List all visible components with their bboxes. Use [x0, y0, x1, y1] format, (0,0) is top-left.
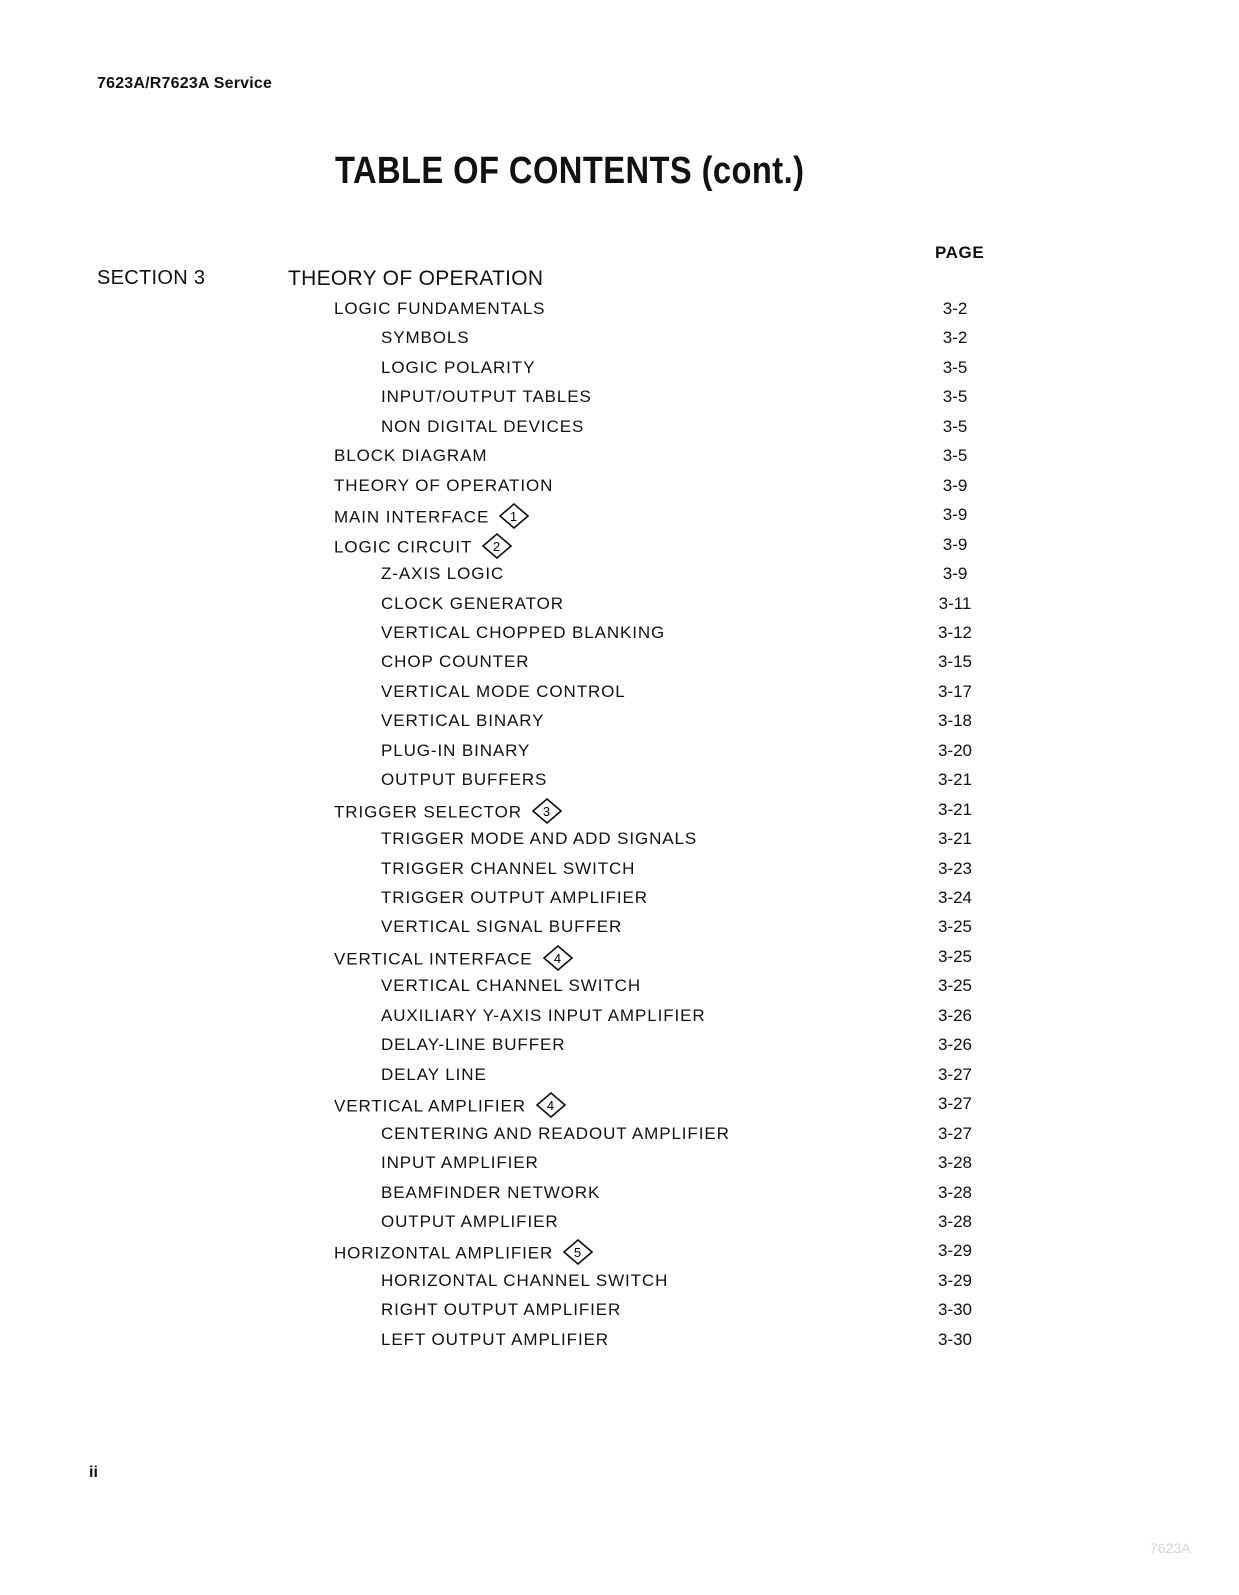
toc-entry[interactable] [0, 1183, 1239, 1209]
toc-entry[interactable] [0, 564, 1239, 590]
toc-entry-title [381, 387, 592, 407]
toc-entry[interactable] [0, 1035, 1239, 1061]
toc-entry[interactable] [0, 888, 1239, 914]
toc-entry-page: 3-5 [942, 446, 968, 465]
toc-entry-label: VERTICAL CHOPPED BLANKING [381, 623, 666, 642]
toc-entry[interactable] [0, 682, 1239, 708]
toc-entry-label: VERTICAL AMPLIFIER [334, 1096, 526, 1116]
toc-entry[interactable] [0, 1241, 1239, 1267]
toc-entry-label: VERTICAL BINARY [381, 711, 545, 730]
toc-entry[interactable] [0, 1300, 1239, 1326]
toc-entry[interactable] [0, 535, 1239, 561]
toc-entry-title [334, 476, 553, 496]
toc-entry-label: TRIGGER SELECTOR [334, 802, 522, 822]
toc-entry-title [381, 1153, 539, 1173]
toc-entry-page: 3-26 [937, 1006, 973, 1025]
toc-entry-title [334, 535, 512, 561]
toc-entry-title [381, 888, 648, 908]
toc-entry-title [381, 1183, 600, 1203]
toc-entry[interactable] [0, 917, 1239, 943]
toc-entry-title [381, 1124, 730, 1144]
toc-entry-title [334, 1094, 566, 1120]
toc-entry-page: 3-2 [942, 328, 968, 347]
toc-entry-title [334, 446, 487, 466]
toc-entry-title [381, 623, 665, 643]
toc-entry[interactable] [0, 505, 1239, 531]
toc-entry[interactable] [0, 1124, 1239, 1150]
diagram-number-label: 4 [546, 1098, 555, 1113]
toc-entry-title [381, 328, 470, 348]
toc-entry[interactable] [0, 594, 1239, 620]
toc-entry[interactable] [0, 652, 1239, 678]
toc-entry-title [381, 1330, 609, 1350]
page-column-label: PAGE [935, 243, 985, 262]
toc-entry-page: 3-20 [937, 741, 973, 760]
toc-entry-page: 3-5 [942, 417, 968, 436]
toc-entry-title [381, 652, 529, 672]
toc-entry-page: 3-30 [937, 1330, 973, 1349]
toc-entry-page: 3-5 [942, 358, 968, 377]
toc-entry-title [334, 947, 573, 973]
toc-entry[interactable] [0, 1271, 1239, 1297]
diagram-number-diamond-icon [482, 533, 512, 559]
toc-entry-page: 3-27 [937, 1065, 973, 1084]
toc-entry[interactable] [0, 358, 1239, 384]
toc-entry-page: 3-27 [937, 1094, 973, 1113]
toc-entry-title [334, 1241, 593, 1267]
toc-entry-title [381, 917, 622, 937]
toc-entry-label: LOGIC CIRCUIT [334, 537, 473, 557]
toc-entry[interactable] [0, 328, 1239, 354]
toc-entry[interactable] [0, 859, 1239, 885]
toc-entry-label: MAIN INTERFACE [334, 507, 490, 527]
toc-entry-label: LOGIC POLARITY [381, 358, 536, 377]
toc-entry[interactable] [0, 976, 1239, 1002]
toc-entry[interactable] [0, 623, 1239, 649]
toc-entry-title [381, 976, 641, 996]
toc-entry-label: HORIZONTAL AMPLIFIER [334, 1243, 554, 1263]
toc-entry[interactable] [0, 476, 1239, 502]
page-title: TABLE OF CONTENTS (cont.) [335, 150, 805, 192]
toc-entry-label: CENTERING AND READOUT AMPLIFIER [381, 1124, 730, 1143]
toc-entry-label: TRIGGER OUTPUT AMPLIFIER [381, 888, 648, 907]
toc-entry-title [381, 1065, 487, 1085]
page-number: ii [89, 1464, 98, 1481]
toc-entry-label: OUTPUT AMPLIFIER [381, 1212, 559, 1231]
toc-entry-page: 3-24 [937, 888, 973, 907]
toc-entry-label: VERTICAL INTERFACE [334, 949, 533, 969]
diagram-number-label: 2 [493, 539, 502, 554]
toc-entry-title [381, 859, 635, 879]
section-title: THEORY OF OPERATION [288, 267, 544, 290]
toc-entry-page: 3-21 [937, 770, 973, 789]
diagram-number-diamond-icon [536, 1092, 566, 1118]
toc-entry-label: INPUT/OUTPUT TABLES [381, 387, 592, 406]
toc-entry-title [334, 299, 545, 319]
toc-entry[interactable] [0, 741, 1239, 767]
toc-entry-label: TRIGGER CHANNEL SWITCH [381, 859, 636, 878]
toc-entry-page: 3-29 [937, 1241, 973, 1260]
toc-entry-label: DELAY LINE [381, 1065, 487, 1084]
toc-entry-page: 3-9 [942, 535, 968, 554]
toc-entry[interactable] [0, 446, 1239, 472]
toc-entry-page: 3-28 [937, 1183, 973, 1202]
toc-entry-label: VERTICAL SIGNAL BUFFER [381, 917, 623, 936]
toc-entry-page: 3-9 [942, 505, 968, 524]
toc-entry-page: 3-9 [942, 564, 968, 583]
toc-entry-title [381, 829, 697, 849]
running-header: 7623A/R7623A Service [97, 75, 273, 92]
toc-entry-title [381, 1271, 668, 1291]
toc-entry-label: PLUG-IN BINARY [381, 741, 531, 760]
toc-entry-page: 3-28 [937, 1212, 973, 1231]
toc-entry-title [381, 1212, 559, 1232]
toc-entry-label: LOGIC FUNDAMENTALS [334, 299, 546, 318]
corner-mark: 7623A [1150, 1540, 1191, 1556]
toc-entry-label: BLOCK DIAGRAM [334, 446, 488, 465]
toc-entry-page: 3-12 [937, 623, 973, 642]
toc-entry-label: AUXILIARY Y-AXIS INPUT AMPLIFIER [381, 1006, 706, 1025]
toc-entry-title [334, 505, 529, 531]
toc-entry-page: 3-21 [937, 829, 973, 848]
diagram-number-diamond-icon [532, 798, 562, 824]
toc-entry-page: 3-11 [938, 594, 972, 613]
toc-entry-label: HORIZONTAL CHANNEL SWITCH [381, 1271, 669, 1290]
toc-entry-page: 3-23 [937, 859, 973, 878]
toc-entry-title [381, 417, 584, 437]
toc-entry-label: RIGHT OUTPUT AMPLIFIER [381, 1300, 622, 1319]
toc-entry[interactable] [0, 770, 1239, 796]
toc-entry[interactable] [0, 1094, 1239, 1120]
toc-entry-page: 3-30 [937, 1300, 973, 1319]
toc-entry-page: 3-21 [937, 800, 973, 819]
toc-entry-label: THEORY OF OPERATION [334, 476, 554, 495]
diagram-number-label: 3 [542, 804, 551, 819]
toc-entry-label: Z-AXIS LOGIC [381, 564, 505, 583]
toc-entry-title [381, 594, 564, 614]
toc-entry-title [381, 741, 530, 761]
toc-entry-page: 3-15 [937, 652, 973, 671]
toc-entry-title [381, 1300, 621, 1320]
toc-entry-label: VERTICAL CHANNEL SWITCH [381, 976, 641, 995]
toc-entry-label: CHOP COUNTER [381, 652, 530, 671]
toc-entry-page: 3-25 [937, 976, 973, 995]
toc-entry[interactable] [0, 387, 1239, 413]
toc-entry-page: 3-25 [937, 947, 973, 966]
toc-entry[interactable] [0, 711, 1239, 737]
toc-entry-page: 3-17 [937, 682, 973, 701]
toc-entry-label: CLOCK GENERATOR [381, 594, 564, 613]
toc-entry-title [381, 711, 544, 731]
toc-entry-label: BEAMFINDER NETWORK [381, 1183, 601, 1202]
toc-entry[interactable] [0, 1065, 1239, 1091]
diagram-number-diamond-icon [543, 945, 573, 971]
toc-entry-title [381, 682, 626, 702]
diagram-number-label: 1 [510, 509, 519, 524]
toc-entry-label: DELAY-LINE BUFFER [381, 1035, 566, 1054]
toc-entry-page: 3-25 [937, 917, 973, 936]
toc-entry-title [381, 1035, 565, 1055]
toc-entry-page: 3-9 [942, 476, 968, 495]
toc-entry[interactable] [0, 417, 1239, 443]
toc-entry-label: TRIGGER MODE AND ADD SIGNALS [381, 829, 698, 848]
toc-entry-page: 3-26 [937, 1035, 973, 1054]
toc-entry-page: 3-29 [937, 1271, 973, 1290]
toc-entry-title [381, 358, 535, 378]
diagram-number-label: 4 [553, 951, 562, 966]
toc-entry-label: INPUT AMPLIFIER [381, 1153, 539, 1172]
toc-entry-page: 3-28 [937, 1153, 973, 1172]
toc-entry-page: 3-18 [937, 711, 973, 730]
toc-entry-title [381, 1006, 706, 1026]
toc-entry-title [381, 770, 547, 790]
section-label: SECTION 3 [97, 267, 206, 289]
diagram-number-diamond-icon [563, 1239, 593, 1265]
diagram-number-diamond-icon [499, 503, 529, 529]
toc-entry-title [334, 800, 562, 826]
diagram-number-label: 5 [574, 1245, 583, 1260]
toc-entry-page: 3-5 [942, 387, 968, 406]
toc-entry[interactable] [0, 1330, 1239, 1356]
toc-entry[interactable] [0, 1212, 1239, 1238]
toc-entry[interactable] [0, 299, 1239, 325]
toc-entry-label: OUTPUT BUFFERS [381, 770, 548, 789]
toc-entry-label: NON DIGITAL DEVICES [381, 417, 585, 436]
toc-entry-label: SYMBOLS [381, 328, 470, 347]
toc-entry[interactable] [0, 1006, 1239, 1032]
toc-entry[interactable] [0, 1153, 1239, 1179]
toc-entry-label: VERTICAL MODE CONTROL [381, 682, 626, 701]
toc-entry-title [381, 564, 504, 584]
toc-entry[interactable] [0, 829, 1239, 855]
toc-entry[interactable] [0, 800, 1239, 826]
toc-entry[interactable] [0, 947, 1239, 973]
toc-entry-page: 3-2 [942, 299, 968, 318]
toc-entry-label: LEFT OUTPUT AMPLIFIER [381, 1330, 609, 1349]
toc-entry-page: 3-27 [937, 1124, 973, 1143]
